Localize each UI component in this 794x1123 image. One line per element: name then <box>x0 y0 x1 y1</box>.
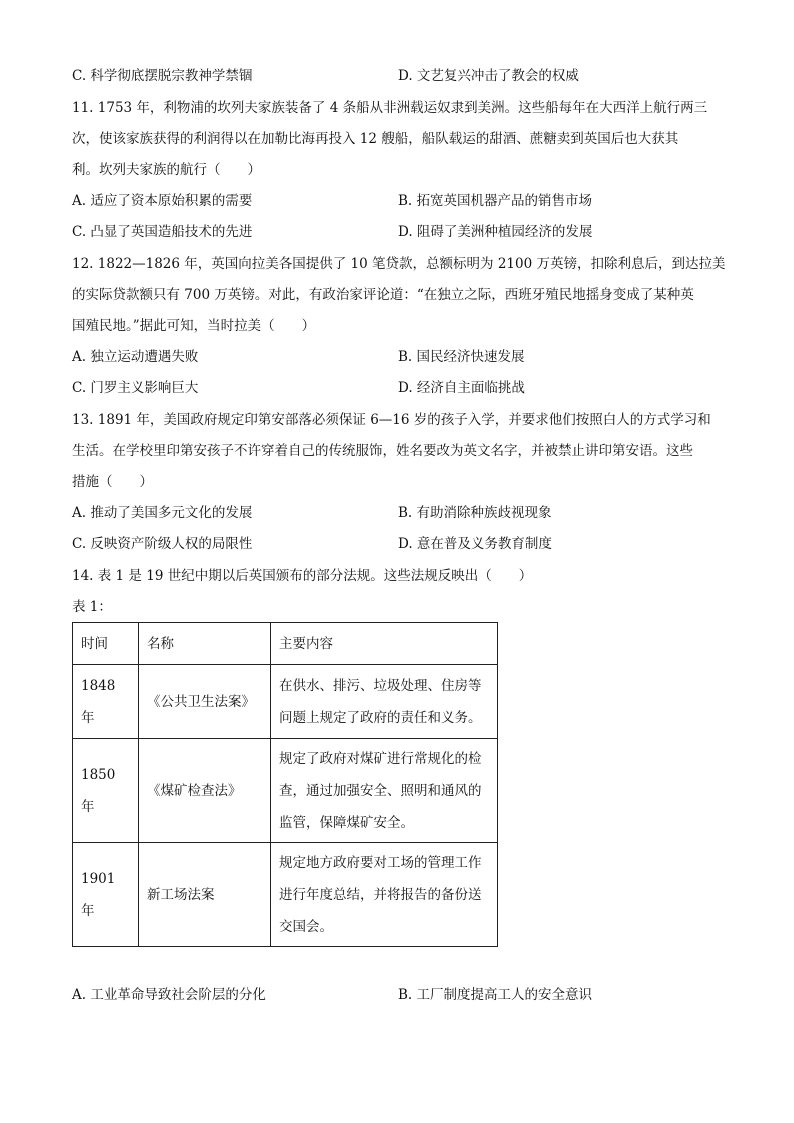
q10-option-d: D. 文艺复兴冲击了教会的权威 <box>398 68 579 84</box>
row-content-line: 进行年度总结，并将报告的备份送 <box>279 886 482 903</box>
q13-stem-line-2: 生活。在学校里印第安孩子不许穿着自己的传统服饰，姓名要改为英文名字，并被禁止讲印第安语。这些 <box>72 443 693 459</box>
q11-option-c: C. 凸显了英国造船技术的先进 <box>72 224 253 240</box>
table-row <box>73 843 498 947</box>
row-content-line: 规定了政府对煤矿进行常规化的检 <box>279 750 482 767</box>
table-row <box>73 739 498 843</box>
q14-stem: 14. 表 1 是 19 世纪中期以后英国颁布的部分法规。这些法规反映出（ ） <box>72 568 533 584</box>
row-time: 1850 年 <box>73 739 139 843</box>
row-content-line: 问题上规定了政府的责任和义务。 <box>279 709 482 726</box>
q12-stem-line-3: 国殖民地。”据此可知，当时拉美（ ） <box>72 318 316 334</box>
q12-stem-line-1: 12. 1822—1826 年，英国向拉美各国提供了 10 笔贷款，总额标明为 2100 万英镑，扣除利息后，到达拉美 <box>72 256 726 272</box>
q11-option-d: D. 阻碍了美洲种植园经济的发展 <box>398 224 593 240</box>
row-content <box>271 665 498 739</box>
header-content: 主要内容 <box>271 623 498 665</box>
row-content-line: 查，通过加强安全、照明和通风的 <box>279 782 482 799</box>
row-time: 1901 年 <box>73 843 139 947</box>
q13-option-b: B. 有助消除种族歧视现象 <box>398 505 552 521</box>
table-header-row <box>73 623 498 665</box>
q13-stem-line-3: 措施（ ） <box>72 474 153 490</box>
q12-option-b: B. 国民经济快速发展 <box>398 349 525 365</box>
q12-option-c: C. 门罗主义影响巨大 <box>72 380 199 396</box>
q12-option-a: A. 独立运动遭遇失败 <box>72 349 199 365</box>
row-content <box>271 843 498 947</box>
law-table <box>72 622 498 947</box>
q11-stem-line-3: 利。坎列夫家族的航行（ ） <box>72 162 261 178</box>
q13-option-a: A. 推动了美国多元文化的发展 <box>72 505 253 521</box>
header-time: 时间 <box>73 623 139 665</box>
q11-option-b: B. 拓宽英国机器产品的销售市场 <box>398 193 593 209</box>
table-caption: 表 1： <box>72 599 112 615</box>
row-content <box>271 739 498 843</box>
q13-option-d: D. 意在普及义务教育制度 <box>398 536 552 552</box>
header-name: 名称 <box>139 623 271 665</box>
row-name: 《煤矿检查法》 <box>139 739 271 843</box>
q11-stem-line-1: 11. 1753 年，利物浦的坎列夫家族装备了 4 条船从非洲载运奴隶到美洲。这些船每年在大西洋上航行两三 <box>72 100 708 116</box>
q10-option-c: C. 科学彻底摆脱宗教神学禁锢 <box>72 68 253 84</box>
q12-stem-line-2: 的实际贷款额只有 700 万英镑。对此，有政治家评论道：“在独立之际，西班牙殖民地摇身变成了某种英 <box>72 287 694 303</box>
row-content-line: 在供水、排污、垃圾处理、住房等 <box>279 677 482 694</box>
q11-stem-line-2: 次，使该家族获得的利润得以在加勒比海再投入 12 艘船，船队载运的甜酒、蔗糖卖到英国后也大获其 <box>72 131 679 147</box>
row-name: 新工场法案 <box>139 843 271 947</box>
q14-option-b: B. 工厂制度提高工人的安全意识 <box>398 987 593 1003</box>
row-time: 1848 年 <box>73 665 139 739</box>
q13-stem-line-1: 13. 1891 年，美国政府规定印第安部落必须保证 6—16 岁的孩子入学，并要求他们按照白人的方式学习和 <box>72 412 711 428</box>
table-row <box>73 665 498 739</box>
q12-option-d: D. 经济自主面临挑战 <box>398 380 525 396</box>
row-content-line: 交国会。 <box>279 918 333 935</box>
row-content-line: 规定地方政府要对工场的管理工作 <box>279 854 482 871</box>
row-content-line: 监管，保障煤矿安全。 <box>279 814 414 831</box>
q13-option-c: C. 反映资产阶级人权的局限性 <box>72 536 253 552</box>
row-name: 《公共卫生法案》 <box>139 665 271 739</box>
q14-option-a: A. 工业革命导致社会阶层的分化 <box>72 987 266 1003</box>
q11-option-a: A. 适应了资本原始积累的需要 <box>72 193 253 209</box>
